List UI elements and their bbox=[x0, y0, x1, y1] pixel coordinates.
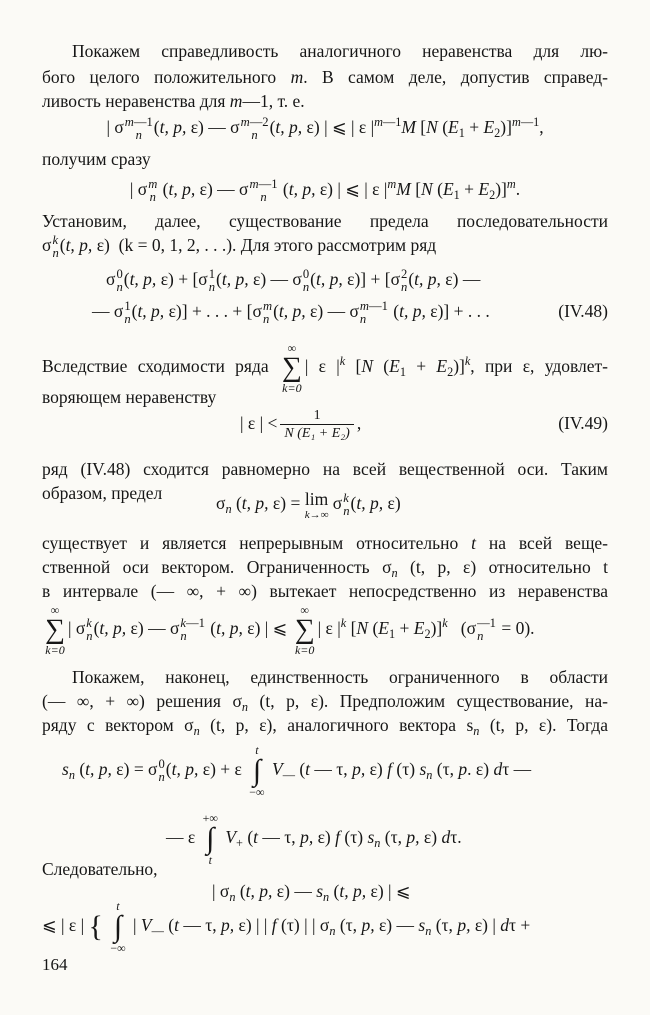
equation-label: (IV.48) bbox=[558, 301, 608, 321]
fraction: $\frac{1}{\text{N (E₁ + E₂)}}$ bbox=[280, 408, 353, 442]
equation: — ε +∞ ∫ t $V_+$ (t — τ, p, ε) f (τ) $s_n$ (τ, p, ε) dτ. bbox=[166, 811, 462, 867]
text-line: Покажем, наконец, единственность ограниченного в области bbox=[72, 667, 608, 687]
text-line: (— ∞, + ∞) решения $\sigma_n$ (t, p, ε). Предположим существование, на- bbox=[42, 691, 608, 714]
equation-label: (IV.49) bbox=[558, 413, 608, 433]
equation bbox=[0, 114, 650, 142]
sum-operator: ∞ ∑ k=0 bbox=[281, 341, 302, 395]
text-line: Вследствие сходимости ряда ∞ ∑ k=0 | ε $|^k$ [N $(E_1 + E_2)]^k$, при ε, удовлет- bbox=[42, 341, 609, 395]
equation: ⩽ | ε | { t ∫ −∞ | $V_—$ (t — τ, p, ε) | | f (τ) | | $\sigma_n$ (τ, p, ε) — $s_n$ (τ, p, ε) | dτ + bbox=[42, 899, 531, 955]
page-number: 164 bbox=[42, 955, 68, 974]
equation: $s_n$ (t, p, ε) = σ 0 n (t, p, ε) + ε t ∫ −∞ $V_—$ (t — τ, p, ε) f (τ) $s_n$ (τ, p. ε) dτ — bbox=[62, 743, 532, 799]
text-line: получим сразу bbox=[42, 149, 151, 169]
text-line: ряд (IV.48) сходится равномерно на всей вещественной оси. Таким bbox=[42, 459, 608, 479]
equation bbox=[0, 176, 650, 204]
text-line: воряющем неравенству bbox=[42, 387, 217, 407]
text-line: ряду с вектором $\sigma_n$ (t, p, ε), аналогичного вектора $s_n$ (t, p, ε). Тогда bbox=[42, 715, 608, 738]
equation-eq1: | σ m—1 n (t, p, ε) — σ m—2 n (t, p, ε) | ⩽ | ε $|^{m—1}M$ [N $(E_1 + E_2)]^{m—1}$, bbox=[106, 115, 544, 142]
equation: ∞ ∑ k=0 | σ k n (t, p, ε) — σ k—1 n (t, p, ε) | ⩽ ∞ ∑ k=0 | ε $|^k$ [N $(E_1 + E_2)]^k$ (σ —1 n = 0). bbox=[45, 603, 535, 657]
text-line: бого целого положительного m. В самом деле, допустив справед- bbox=[42, 67, 608, 87]
equation: — σ 1 n (t, p, ε)] + . . . + [σ m n (t, p, ε) — σ m—1 n (t, p, ε)] + . . . bbox=[92, 299, 490, 326]
text-line: Следовательно, bbox=[42, 859, 158, 879]
text-line: существует и является непрерывным относительно t на всей веще- bbox=[42, 533, 609, 553]
equation: | $\sigma_n$ (t, p, ε) — $s_n$ (t, p, ε) | ⩽ bbox=[212, 881, 411, 904]
equation: $\sigma_n$ (t, p, ε) = lim k→∞ σ k n (t, p, ε) bbox=[216, 489, 401, 522]
text-line: Покажем справедливость аналогичного неравенства для лю- bbox=[72, 41, 608, 61]
text-line: σ k n (t, p, ε) (k = 0, 1, 2, . . .). Для этого рассмотрим ряд bbox=[42, 233, 437, 260]
text-line: ственной оси вектором. Ограниченность $\sigma_n$ (t, p, ε) относительно t bbox=[42, 557, 608, 580]
text-line: Установим, далее, существование предела последовательности bbox=[42, 211, 608, 231]
text-line: в интервале (— ∞, + ∞) вытекает непосредственно из неравенства bbox=[42, 581, 608, 601]
equation: | ε | < $\frac{1}{\text{N (E₁ + E₂)}}$ , bbox=[240, 408, 362, 441]
text-line: ливость неравенства для m—1, т. е. bbox=[42, 91, 305, 111]
text-line: образом, предел bbox=[42, 483, 163, 503]
equation-eq2: | σ m n (t, p, ε) — σ m—1 n (t, p, ε) | ⩽ | ε $|^mM$ [N $(E_1 + E_2)]^m$. bbox=[129, 177, 521, 204]
equation: σ 0 n (t, p, ε) + [σ 1 n (t, p, ε) — σ 0 n (t, p, ε)] + [σ 2 n (t, p, ε) — bbox=[106, 267, 481, 294]
